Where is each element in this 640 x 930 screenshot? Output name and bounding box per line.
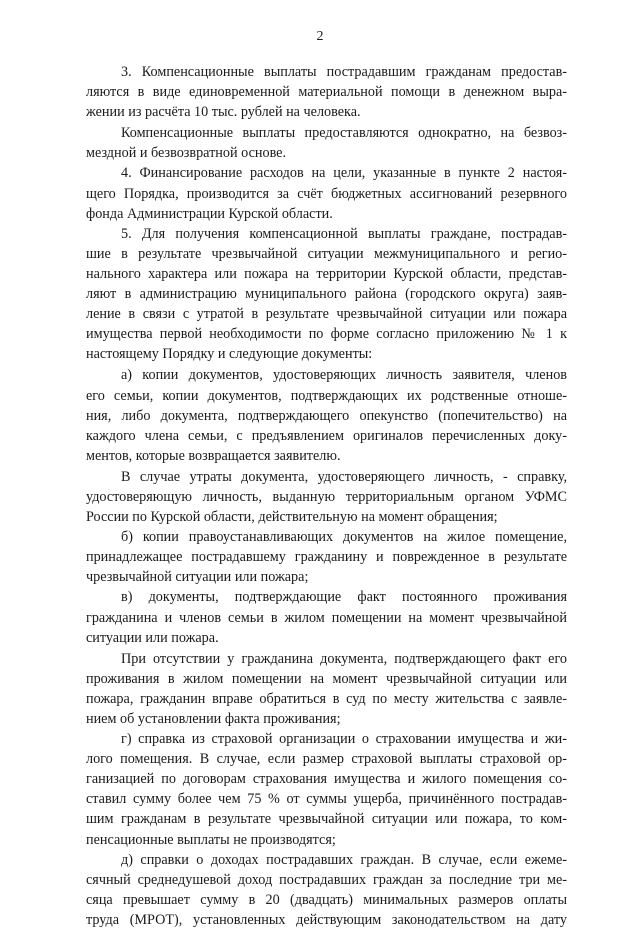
- text-line: лого помещения. В случае, если размер страховой выплаты страховой ор-: [86, 751, 567, 768]
- text-line: фонда Администрации Курской области.: [86, 205, 333, 222]
- paragraph-a-identity-documents: [86, 365, 567, 465]
- text-line: нием об установлении факта проживания;: [86, 711, 341, 727]
- paragraph-b-property-documents: [86, 527, 567, 587]
- text-line: мездной и безвозвратной основе.: [86, 145, 287, 162]
- text-line: чрезвычайной ситуации или пожара;: [86, 569, 309, 586]
- text-line: сяца превышает сумму в 20 (двадцать) минимальных размеров оплаты: [86, 891, 567, 908]
- text-line: В случае утраты документа, удостоверяющего личность, - справку,: [121, 468, 567, 485]
- text-line: При отсутствии у гражданина документа, подтверждающего факт его: [121, 650, 567, 667]
- paragraph-lost-identity-document: [86, 467, 567, 527]
- text-line: ситуации или пожара.: [86, 629, 219, 646]
- text-line: ление в связи с утратой в результате чрезвычайной ситуации или пожара: [86, 306, 567, 323]
- paragraph-3-compensation-payments: [86, 62, 567, 122]
- text-line: ляются в виде единовременной материальной помощи в денежном выра-: [86, 84, 567, 101]
- text-line: ляют в администрацию муниципального района (городского округа) заяв-: [86, 286, 567, 303]
- paragraph-g-insurance-certificate: [86, 729, 567, 850]
- text-line: в) документы, подтверждающие факт постоянного проживания: [121, 589, 567, 606]
- text-line: имущества первой необходимости по форме согласно приложению № 1 к: [86, 326, 567, 343]
- text-line: жении из расчёта 10 тыс. рублей на человека.: [86, 104, 361, 121]
- paragraph-v-residence-documents: [86, 587, 567, 647]
- text-line: гражданина и членов семьи в жилом помещении на момент чрезвычайной: [86, 609, 567, 626]
- text-line: ментов, которые возвращается заявителю.: [86, 447, 341, 464]
- text-line: ставил сумму более чем 75 % от суммы ущерба, причинённого пострадав-: [86, 791, 567, 808]
- document-body: [86, 62, 567, 930]
- text-line: щего Порядка, производится за счёт бюджетных ассигнований резервного: [86, 185, 567, 202]
- text-line: д) справки о доходах пострадавших граждан. В случае, если ежеме-: [121, 851, 567, 868]
- text-line: 4. Финансирование расходов на цели, указанные в пункте 2 настоя-: [121, 165, 567, 182]
- text-line: принадлежащее пострадавшему гражданину и поврежденное в результате: [86, 549, 567, 566]
- text-line: Компенсационные выплаты предоставляются однократно, на безвоз-: [121, 125, 567, 142]
- paragraph-4-financing: [86, 163, 567, 223]
- text-line: г) справка из страховой организации о страховании имущества и жи-: [121, 731, 567, 748]
- text-line: а) копии документов, удостоверяющих личность заявителя, членов: [121, 367, 567, 384]
- text-line: труда (МРОТ), установленных действующим законодательством на дату: [86, 911, 567, 928]
- paragraph-5-application: [86, 224, 567, 365]
- text-line: проживания в жилом помещении на момент чрезвычайной ситуации или: [86, 670, 567, 687]
- text-line: ния, либо документа, подтверждающего опекунство (попечительство) на: [86, 407, 567, 424]
- paragraph-d-income-certificates: [86, 850, 567, 930]
- text-line: 5. Для получения компенсационной выплаты граждане, пострадав-: [121, 225, 567, 242]
- text-line: пожара, гражданин вправе обратиться в суд по месту жительства с заявле-: [86, 690, 567, 707]
- text-line: ганизацией по договорам страхования имущества и жилого помещения со-: [86, 771, 567, 788]
- text-line: пенсационные выплаты не производятся;: [86, 831, 336, 848]
- text-line: настоящему Порядку и следующие документы:: [86, 346, 373, 363]
- text-line: сячный среднедушевой доход пострадавших граждан за последние три ме-: [86, 871, 567, 888]
- text-line: шие в результате чрезвычайной ситуации межмуниципального и регио-: [86, 245, 567, 262]
- text-line: каждого члена семьи, с предъявлением оригиналов перечисленных доку-: [86, 427, 567, 444]
- text-line: его семьи, копии документов, подтверждающих их родственные отноше-: [86, 387, 567, 404]
- text-line: шим гражданам в результате чрезвычайной ситуации или пожара, то ком-: [86, 811, 567, 828]
- text-line: удостоверяющую личность, выданную территориальным органом УФМС: [86, 488, 567, 505]
- text-line: России по Курской области, действительную на момент обращения;: [86, 509, 498, 526]
- paragraph-one-time-basis: [86, 123, 567, 163]
- text-line: нального характера или пожара на территории Курской области, представ-: [86, 265, 567, 282]
- page-number: 2: [316, 29, 324, 44]
- text-line: 3. Компенсационные выплаты пострадавшим гражданам предостав-: [121, 64, 567, 80]
- text-line: б) копии правоустанавливающих документов на жилое помещение,: [121, 529, 567, 546]
- paragraph-no-residence-document: [86, 649, 567, 729]
